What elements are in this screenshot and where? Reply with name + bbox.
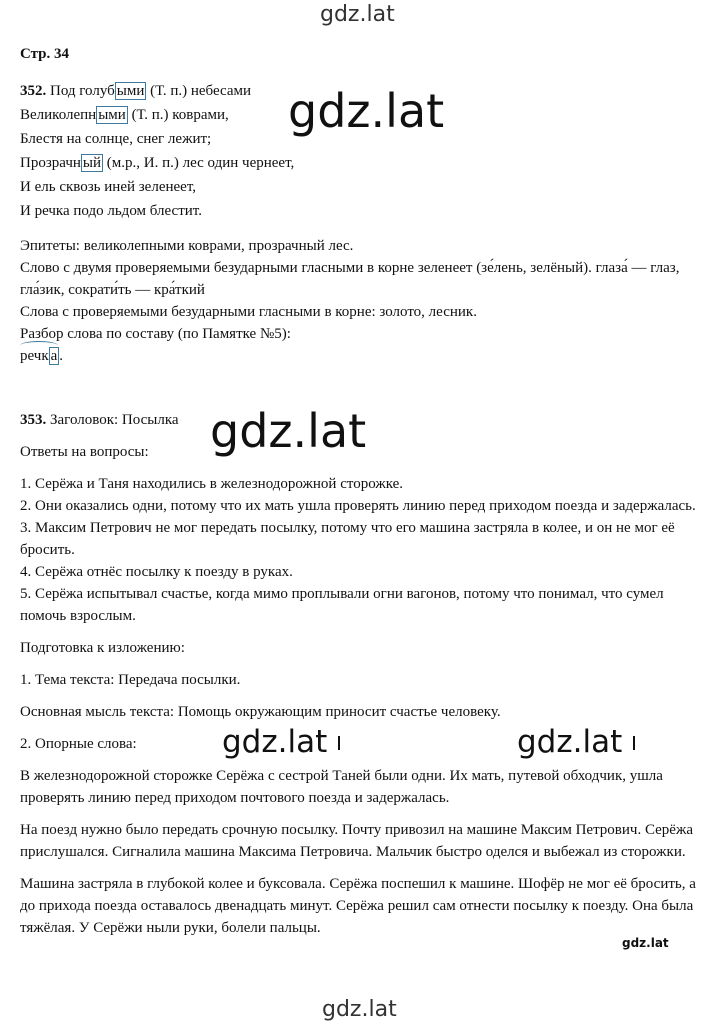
ex353-title-text: Заголовок: Посылка [46, 412, 179, 428]
prep-header: Подготовка к изложению: [20, 640, 185, 656]
answer-item: 2. Они оказались одни, потому что их мать ушла проверять линию перед приходом поезда и задержалась. [20, 498, 696, 514]
keywords-header: 2. Опорные слова: [20, 736, 137, 752]
watermark-medium-1: gdz.lat [222, 724, 328, 760]
ending-box: ый [82, 155, 101, 171]
ex352-notes [20, 235, 710, 367]
answer-item: 1. Серёжа и Таня находились в железнодорожной сторожке. [20, 476, 404, 492]
watermark-bottom: gdz.lat [322, 997, 397, 1022]
poem-text: (Т. п.) небесами [146, 83, 252, 99]
ending-box: ыми [98, 107, 126, 123]
answers-header: Ответы на вопросы: [20, 444, 149, 460]
poem-line-2 [20, 103, 710, 127]
ex353-title [20, 409, 710, 431]
morph-header-line: Разбор слова по составу (по Памятке №5): [20, 326, 291, 342]
poem-line-6: И речка подо льдом блестит. [20, 203, 202, 219]
ex353-number: 353. [20, 412, 47, 428]
poem-text: Под голуб [46, 83, 115, 99]
topic-line: 1. Тема текста: Передача посылки. [20, 672, 241, 688]
poem-line-5: И ель сквозь иней зеленеет, [20, 179, 196, 195]
poem-line-3: Блестя на солнце, снег лежит; [20, 131, 212, 147]
ex352-poem [20, 79, 710, 223]
watermark-large-2: gdz.lat [210, 404, 367, 458]
main-idea-line: Основная мысль текста: Помощь окружающим приносит счастье человеку. [20, 704, 501, 720]
answers-list [20, 473, 710, 627]
summary-paragraph: На поезд нужно было передать срочную посылку. Почту привозил на машине Максим Петрович. Серёжа прислушался. Сигналила машина Максима Петровича. Мальчик быстро оделся и выбежал из сторожки. [20, 822, 693, 860]
watermark-medium-2: gdz.lat [517, 724, 623, 760]
morph-root [20, 345, 49, 367]
summary-paragraph: В железнодорожной сторожке Серёжа с сестрой Таней были одни. Их мать, путевой обходчик, ушла проверять линию перед приходом почтового поезда и задержалась. [20, 768, 663, 806]
poem-text: Великолепн [20, 107, 97, 123]
answer-item: 4. Серёжа отнёс посылку к поезду в руках. [20, 564, 293, 580]
watermark-top: gdz.lat [320, 2, 395, 27]
morph-word [20, 345, 710, 367]
watermark-large-1: gdz.lat [288, 84, 445, 138]
ex352-number: 352. [20, 83, 47, 99]
checked-vowels-line: Слова с проверяемыми безударными гласными в корне: золото, лесник. [20, 304, 477, 320]
root-arc [20, 341, 58, 350]
poem-line-4 [20, 151, 710, 175]
answer-item: 5. Серёжа испытывал счастье, когда мимо проплывали огни вагонов, потому что понимал, что сумел помочь взрослым. [20, 586, 664, 624]
poem-text: (Т. п.) коврами, [127, 107, 229, 123]
morph-root-text: реч [20, 348, 42, 364]
morph-ending-box: а [50, 348, 58, 364]
summary-paragraph: Машина застряла в глубокой колее и буксовала. Серёжа поспешил к машине. Шофёр не мог её бросить, а до прихода поезда оставалось двенадцать минут. Серёжа решил сам отнести посылку к поезду. Она была тяжёлая. У Серёжи ныли руки, болели пальцы. [20, 876, 696, 936]
epithets-line: Эпитеты: великолепными коврами, прозрачный лес. [20, 238, 354, 254]
poem-line-1 [20, 79, 710, 103]
morph-punct: . [59, 348, 64, 364]
page-label: Стр. 34 [20, 46, 70, 62]
poem-text: (м.р., И. п.) лес один чернеет, [103, 155, 295, 171]
answer-item: 3. Максим Петрович не мог передать посылку, потому что его машина застряла в колее, и он не мог её бросить. [20, 520, 675, 558]
morph-suffix-text: к [41, 348, 49, 364]
watermark-small: gdz.lat [622, 936, 669, 950]
poem-text: Прозрачн [20, 155, 81, 171]
two-vowels-line: Слово с двумя проверяемыми безударными гласными в корне зеленеет (зе́лень, зелёный). глаза́ — глаз, гла́зик, сократи́ть — кра́ткий [20, 260, 680, 298]
document-content [20, 43, 710, 939]
ending-box: ыми [116, 83, 145, 99]
